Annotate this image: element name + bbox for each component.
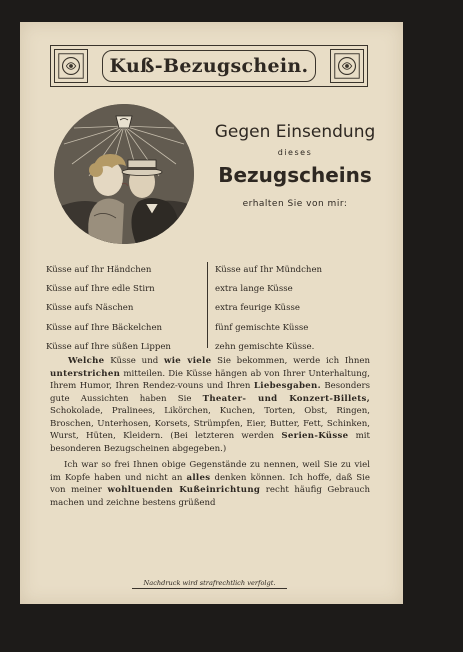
text: Schokolade, Pralinees, Likörchen, Kuchen, Torten, Obst, Ringen, Broschen, Unterhosen, Korsets, Strümpfen, Eier, Butter, Fett, Schinken, Wurst, Hüten, Kleidern. (Bei letzteren werden (50, 406, 370, 441)
list-item: Küsse auf Ihr Mündchen (215, 265, 323, 275)
emphasis: Theater- und Konzert-Billets, (202, 393, 370, 404)
text: Besonders gute Aussichten haben Sie (50, 381, 370, 404)
ornament-right-icon (330, 49, 364, 83)
text: mit besonderen Bezugscheinen abgegeben.) (50, 431, 370, 454)
emphasis: Serien-Küsse (281, 431, 349, 441)
emphasis: Liebesgaben. (253, 381, 321, 391)
list-item: Küsse auf Ihre Bäckelchen (46, 322, 163, 333)
text: recht häufig Gebrauch machen und zeichne bestens grüßend (50, 485, 370, 508)
lead-line-4: erhalten Sie von mir: (242, 199, 348, 209)
lead-heading (210, 122, 380, 209)
emphasis: Welche (68, 356, 105, 366)
paragraph-conditions (50, 355, 370, 455)
title-banner (50, 45, 368, 87)
emphasis: alles (186, 472, 211, 483)
list-item: extra lange Küsse (215, 284, 293, 295)
reprint-notice: Nachdruck wird strafrechtlich verfolgt. (132, 579, 287, 589)
list-item: fünf gemischte Küsse (215, 322, 309, 333)
list-item: zehn gemischte Küsse. (215, 341, 315, 352)
page-title: Kuß-Bezugschein. (102, 50, 316, 82)
text: denken können. Ich hoffe, daß Sie von meiner (50, 472, 370, 495)
text: Sie bekommen, werde ich Ihnen (211, 356, 370, 366)
text: Küsse und (104, 356, 165, 366)
list-item: Küsse aufs Näschen (46, 303, 134, 314)
kissing-couple-illustration (54, 104, 194, 244)
kiss-list-right (215, 261, 375, 357)
bezugschein-card (20, 22, 403, 604)
lead-line-2: dieses (277, 148, 313, 157)
list-divider (207, 262, 208, 348)
list-item: Küsse auf Ihre süßen Lippen (46, 341, 171, 352)
list-item: extra feurige Küsse (215, 303, 300, 314)
emphasis: wohltuenden Kußeinrichtung (107, 485, 261, 495)
emphasis: wie viele (164, 356, 212, 366)
emphasis: unterstrichen (50, 368, 121, 379)
text: mitteilen. Die Küsse hängen ab von Ihrer Unterhaltung, Ihrem Humor, Ihren Rendez-vouns und Ihren (50, 368, 370, 391)
lead-line-1: Gegen Einsendung (214, 122, 376, 142)
body-text (50, 355, 370, 513)
lead-title: Bezugscheins (218, 163, 372, 187)
list-item: Küsse auf Ihr Händchen (46, 265, 152, 275)
paragraph-closing (50, 459, 370, 509)
kiss-list-left (46, 261, 208, 357)
text: Ich war so frei Ihnen obige Gegenstände zu nennen, weil Sie zu viel im Kopfe haben und nicht an (50, 460, 370, 483)
ornament-left-icon (54, 49, 88, 83)
list-item: Küsse auf Ihre edle Stirn (46, 284, 155, 295)
